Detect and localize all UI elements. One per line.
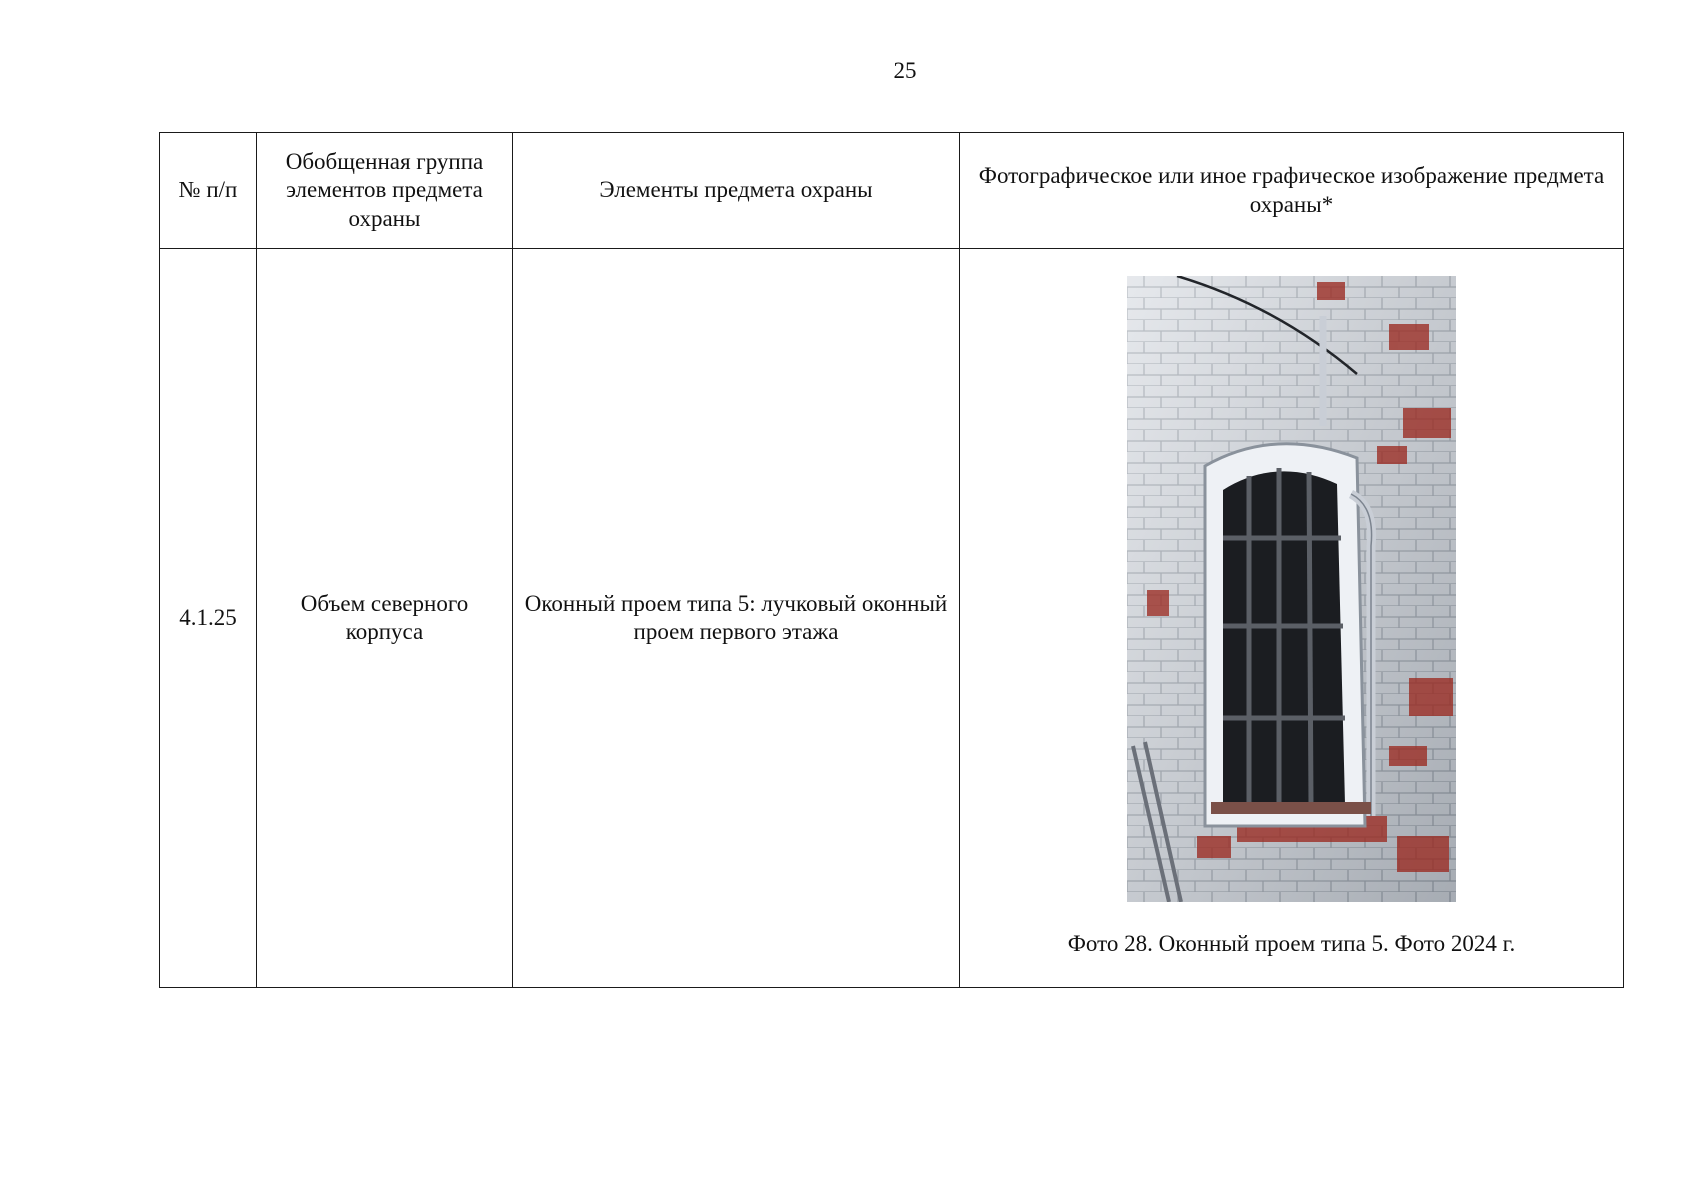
- cell-photo: [960, 249, 1624, 988]
- cell-group: Объем северного корпуса: [257, 249, 513, 988]
- header-group: Обобщенная группа элементов предмета охраны: [257, 133, 513, 249]
- header-elements: Элементы предмета охраны: [513, 133, 960, 249]
- header-number: № п/п: [160, 133, 257, 249]
- cell-number: 4.1.25: [160, 249, 257, 988]
- cell-element: Оконный проем типа 5: лучковый оконный проем первого этажа: [513, 249, 960, 988]
- page-number: 25: [893, 58, 917, 83]
- photo-caption: Фото 28. Оконный проем типа 5. Фото 2024 г.: [1067, 931, 1516, 956]
- heritage-elements-table: [159, 132, 1624, 988]
- table-row: [160, 249, 1624, 988]
- window-photo: [1127, 276, 1456, 902]
- table-header-row: [160, 133, 1624, 249]
- header-photo: Фотографическое или иное графическое изображение предмета охраны*: [960, 133, 1624, 249]
